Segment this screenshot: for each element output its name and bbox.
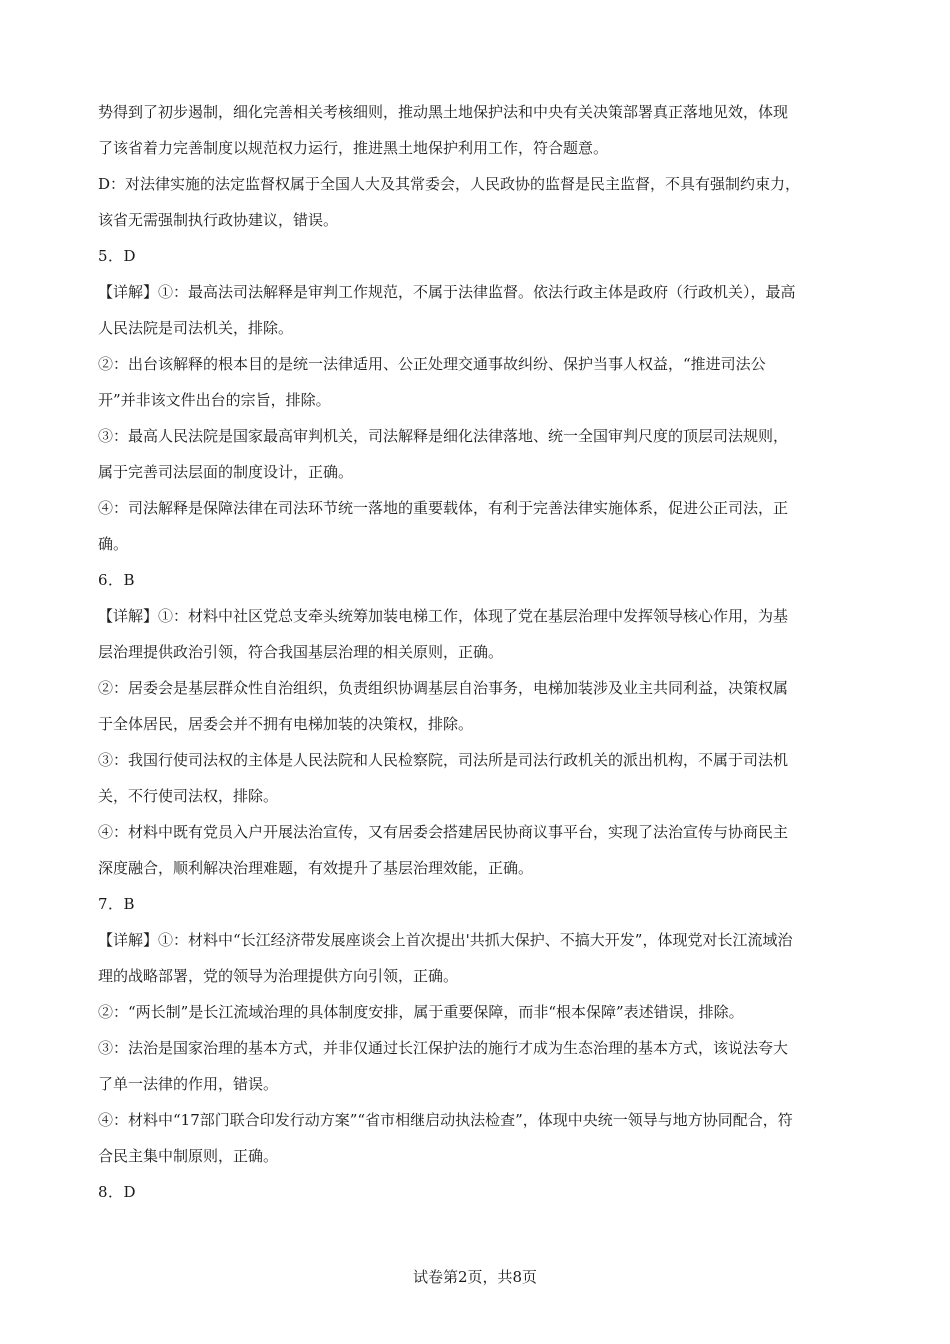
answer-number-8: 8．D bbox=[98, 1183, 137, 1201]
page-footer: 试卷第2页，共8页 bbox=[412, 1268, 538, 1286]
answer-number-7: 7．B bbox=[98, 895, 136, 913]
text-line: 人民法院是司法机关，排除。 bbox=[98, 319, 294, 337]
text-line: 理的战略部署，党的领导为治理提供方向引领，正确。 bbox=[98, 967, 459, 985]
answer-content bbox=[98, 94, 854, 1210]
text-line: 于全体居民，居委会并不拥有电梯加装的决策权，排除。 bbox=[98, 715, 474, 733]
text-line: ③：法治是国家治理的基本方式，并非仅通过长江保护法的施行才成为生态治理的基本方式，该说法夸大 bbox=[98, 1039, 789, 1057]
text-line: ③：最高人民法院是国家最高审判机关，司法解释是细化法律落地、统一全国审判尺度的顶层司法规则， bbox=[98, 427, 789, 445]
text-line: ②：居委会是基层群众性自治组织，负责组织协调基层自治事务，电梯加装涉及业主共同利益，决策权属 bbox=[98, 679, 789, 697]
text-line: ②：出台该解释的根本目的是统一法律适用、公正处理交通事故纠纷、保护当事人权益，“推进司法公 bbox=[98, 355, 766, 373]
answer-number-5: 5．D bbox=[98, 247, 137, 265]
text-line: 深度融合，顺利解决治理难题，有效提升了基层治理效能，正确。 bbox=[98, 859, 534, 877]
text-line: ②：“两长制”是长江流域治理的具体制度安排，属于重要保障，而非“根本保障”表述错误，排除。 bbox=[98, 1003, 744, 1021]
text-line: ③：我国行使司法权的主体是人民法院和人民检察院，司法所是司法行政机关的派出机构，不属于司法机 bbox=[98, 751, 789, 769]
text-line: 开”并非该文件出台的宗旨，排除。 bbox=[98, 391, 331, 409]
text-line: 该省无需强制执行政协建议，错误。 bbox=[98, 211, 339, 229]
text-line: 势得到了初步遏制，细化完善相关考核细则，推动黑土地保护法和中央有关决策部署真正落地见效，体现 bbox=[98, 103, 789, 121]
text-line: 关，不行使司法权，排除。 bbox=[98, 787, 279, 805]
text-line: 层治理提供政治引领，符合我国基层治理的相关原则，正确。 bbox=[98, 643, 504, 661]
text-line: ④：材料中“17部门联合印发行动方案”“省市相继启动执法检查”，体现中央统一领导与地方协同配合，符 bbox=[98, 1111, 793, 1129]
text-line: ④：材料中既有党员入户开展法治宣传，又有居委会搭建居民协商议事平台，实现了法治宣传与协商民主 bbox=[98, 823, 789, 841]
answer-number-6: 6．B bbox=[98, 571, 136, 589]
text-line: ④：司法解释是保障法律在司法环节统一落地的重要载体，有利于完善法律实施体系，促进公正司法，正 bbox=[98, 499, 789, 517]
text-line: 了该省着力完善制度以规范权力运行，推进黑土地保护利用工作，符合题意。 bbox=[98, 139, 609, 157]
text-line: D：对法律实施的法定监督权属于全国人大及其常委会，人民政协的监督是民主监督，不具有强制约束力， bbox=[98, 175, 801, 193]
text-line: 【详解】①：材料中“长江经济带发展座谈会上首次提出'共抓大保护、不搞大开发”，体现党对长江流域治 bbox=[98, 931, 793, 949]
text-line: 了单一法律的作用，错误。 bbox=[98, 1075, 279, 1093]
text-line: 确。 bbox=[98, 535, 129, 553]
text-line: 【详解】①：材料中社区党总支牵头统筹加装电梯工作，体现了党在基层治理中发挥领导核心作用，为基 bbox=[98, 607, 789, 625]
text-line: 合民主集中制原则，正确。 bbox=[98, 1147, 279, 1165]
text-line: 【详解】①：最高法司法解释是审判工作规范，不属于法律监督。依法行政主体是政府（行政机关），最高 bbox=[98, 283, 796, 301]
text-line: 属于完善司法层面的制度设计，正确。 bbox=[98, 463, 354, 481]
